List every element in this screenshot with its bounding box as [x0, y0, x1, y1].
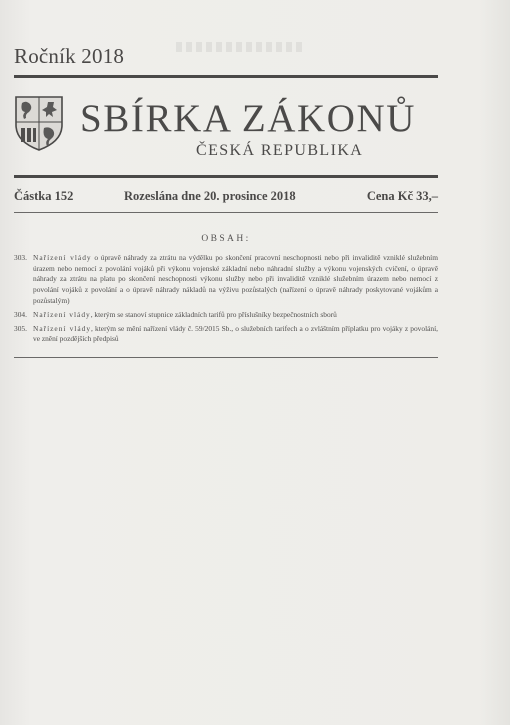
item-text: , kterým se stanoví stupnice základních tarifů pro příslušníky bezpečnostních sborů — [90, 309, 337, 319]
contents-heading: OBSAH: — [201, 234, 251, 244]
volume-year: Ročník 2018 — [14, 44, 125, 68]
list-item — [14, 324, 438, 345]
list-item — [14, 253, 438, 307]
item-text: o úpravě náhrady za ztrátu na výdělku po skončení pracovní neschopnosti nebo při invaliditě vzniklé služebním úrazem nebo nemocí z povolání vojáků při výkonu vojenské základní nebo náhradní služby a výkonu vojenských cvičení, o úpravě náhrady za ztrátu na platu po skončení neschopnosti výkonu služby nebo při invaliditě vzniklé služebním úrazem nebo nemocí z povolání vojáků z povolání a o úpravě náhrady nákladů na výživu pozůstalých (nařízení o úpravě náhrady poskytované vojákům a pozůstalým) — [33, 253, 438, 305]
item-text: , kterým se mění nařízení vlády č. 59/2015 Sb., o služebních tarifech a o zvláštním příplatku pro vojáky z povolání, ve znění pozdějších předpisů — [33, 323, 438, 344]
item-type: Nařízení vlády — [33, 309, 91, 319]
issue-distributed-date: Rozeslána dne 20. prosince 2018 — [124, 189, 296, 203]
gazette-subtitle: ČESKÁ REPUBLIKA — [196, 142, 364, 159]
issue-info-row — [14, 189, 438, 205]
issue-lower-rule — [14, 212, 438, 213]
item-type: Nařízení vlády — [33, 323, 92, 333]
item-number: 303. — [14, 253, 27, 262]
top-rule — [14, 75, 438, 78]
item-type: Nařízení vlády — [33, 253, 92, 262]
item-number: 304. — [14, 309, 27, 319]
gazette-title: SBÍRKA ZÁKONŮ — [80, 97, 417, 140]
issue-upper-rule — [14, 175, 438, 178]
issue-price: Cena Kč 33,– — [366, 189, 438, 203]
issue-part: Částka 152 — [14, 189, 74, 203]
czech-coat-of-arms-icon — [14, 95, 64, 151]
faint-print-mark — [176, 42, 306, 52]
contents-end-rule — [14, 357, 438, 358]
list-item — [14, 310, 438, 321]
item-number: 305. — [14, 323, 27, 333]
contents-list — [14, 253, 438, 348]
